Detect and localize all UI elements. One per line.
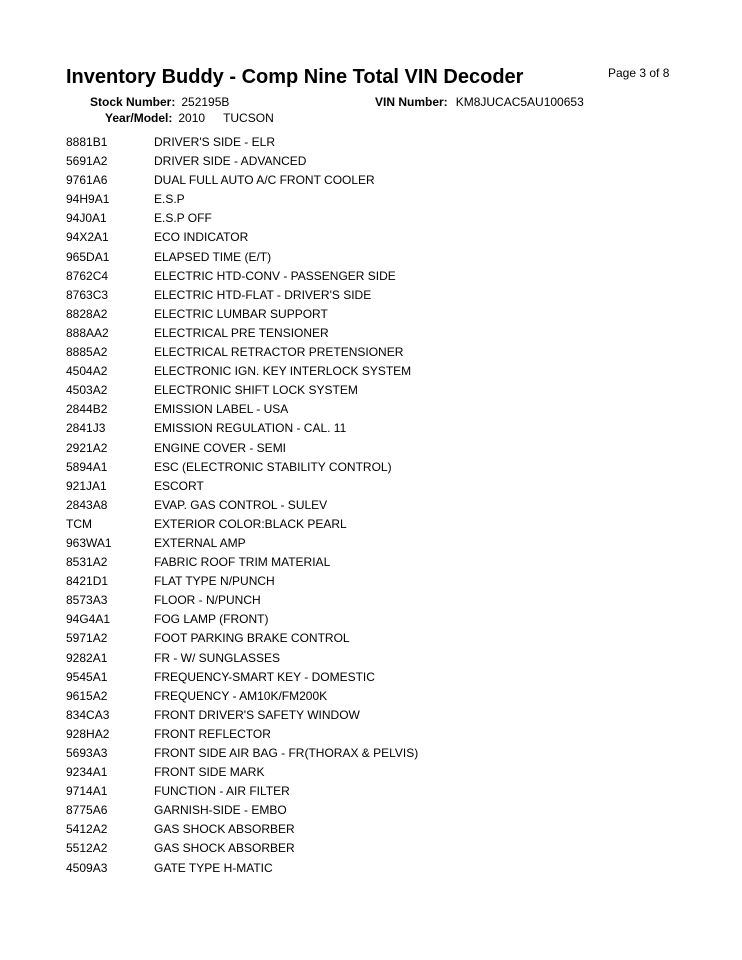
- list-item: [66, 228, 666, 247]
- list-item: [66, 782, 666, 801]
- list-item: [66, 763, 666, 782]
- option-code: 9615A2: [66, 688, 108, 703]
- option-description: E.S.P: [154, 192, 185, 207]
- year-model-label: Year/Model:: [105, 111, 173, 125]
- option-code: 5412A2: [66, 822, 108, 837]
- option-code: 8763C3: [66, 287, 109, 302]
- option-description: ELECTRONIC SHIFT LOCK SYSTEM: [154, 383, 358, 398]
- option-code: 94H9A1: [66, 192, 110, 207]
- list-item: [66, 515, 666, 534]
- option-code-list: [66, 133, 666, 878]
- option-code: 9761A6: [66, 173, 108, 188]
- list-item: [66, 629, 666, 648]
- option-code: 94G4A1: [66, 612, 111, 627]
- option-code: 2841J3: [66, 421, 106, 436]
- option-description: E.S.P OFF: [154, 211, 212, 226]
- page-title: Inventory Buddy - Comp Nine Total VIN Decoder: [66, 66, 524, 88]
- option-description: ESCORT: [154, 478, 204, 493]
- option-code: 888AA2: [66, 325, 109, 340]
- option-description: FABRIC ROOF TRIM MATERIAL: [154, 555, 331, 570]
- year-value: 2010: [178, 111, 206, 125]
- option-description: ELECTRICAL PRE TENSIONER: [154, 325, 329, 340]
- option-code: 9545A1: [66, 669, 108, 684]
- option-description: EXTERNAL AMP: [154, 535, 246, 550]
- option-code: 963WA1: [66, 535, 112, 550]
- option-code: 8828A2: [66, 306, 108, 321]
- option-description: ELECTRIC HTD-FLAT - DRIVER'S SIDE: [154, 287, 372, 302]
- option-description: EMISSION LABEL - USA: [154, 402, 289, 417]
- option-code: 2921A2: [66, 440, 108, 455]
- list-item: [66, 324, 666, 343]
- option-description: FRONT SIDE MARK: [154, 765, 265, 780]
- list-item: [66, 591, 666, 610]
- option-description: ECO INDICATOR: [154, 230, 249, 245]
- option-description: GAS SHOCK ABSORBER: [154, 841, 295, 856]
- option-code: 2844B2: [66, 402, 108, 417]
- list-item: [66, 839, 666, 858]
- stock-number: [90, 95, 229, 109]
- option-description: FRONT SIDE AIR BAG - FR(THORAX & PELVIS): [154, 746, 419, 760]
- list-item: [66, 687, 666, 706]
- option-code: TCM: [66, 516, 92, 531]
- option-code: 8881B1: [66, 135, 108, 149]
- option-description: ELECTRICAL RETRACTOR PRETENSIONER: [154, 345, 404, 360]
- option-description: ESC (ELECTRONIC STABILITY CONTROL): [154, 459, 392, 474]
- list-item: [66, 477, 666, 496]
- list-item: [66, 496, 666, 515]
- option-description: FLOOR - N/PUNCH: [154, 593, 261, 608]
- option-code: 9234A1: [66, 765, 108, 780]
- year-model: [105, 111, 274, 125]
- list-item: [66, 381, 666, 400]
- option-code: 5691A2: [66, 154, 108, 169]
- list-item: [66, 248, 666, 267]
- vin-number-value: KM8JUCAC5AU100653: [455, 95, 584, 109]
- option-code: 4504A2: [66, 364, 108, 379]
- list-item: [66, 553, 666, 572]
- option-description: ELECTRIC HTD-CONV - PASSENGER SIDE: [154, 268, 396, 283]
- list-item: [66, 152, 666, 171]
- page-number: Page 3 of 8: [608, 66, 670, 80]
- list-item: [66, 133, 666, 152]
- option-code: 965DA1: [66, 249, 110, 264]
- list-item: [66, 820, 666, 839]
- list-item: [66, 267, 666, 286]
- option-code: 5693A3: [66, 746, 108, 760]
- list-item: [66, 572, 666, 591]
- list-item: [66, 362, 666, 381]
- list-item: [66, 400, 666, 419]
- option-description: DUAL FULL AUTO A/C FRONT COOLER: [154, 173, 375, 188]
- option-description: DRIVER SIDE - ADVANCED: [154, 154, 307, 169]
- list-item: [66, 419, 666, 438]
- option-code: 8531A2: [66, 555, 108, 570]
- list-item: [66, 190, 666, 209]
- option-code: 94J0A1: [66, 211, 107, 226]
- list-item: [66, 439, 666, 458]
- list-item: [66, 610, 666, 629]
- option-description: FOG LAMP (FRONT): [154, 612, 269, 627]
- option-code: 8775A6: [66, 803, 108, 818]
- list-item: [66, 725, 666, 744]
- vin-number: [375, 95, 584, 109]
- option-description: EVAP. GAS CONTROL - SULEV: [154, 497, 328, 512]
- list-item: [66, 706, 666, 725]
- list-item: [66, 458, 666, 477]
- option-code: 8762C4: [66, 268, 109, 283]
- list-item: [66, 668, 666, 687]
- option-code: 921JA1: [66, 478, 107, 493]
- model-value: TUCSON: [223, 111, 274, 125]
- list-item: [66, 286, 666, 305]
- list-item: [66, 859, 666, 878]
- option-description: FOOT PARKING BRAKE CONTROL: [154, 631, 350, 646]
- option-code: 9714A1: [66, 784, 108, 799]
- option-description: EXTERIOR COLOR:BLACK PEARL: [154, 516, 347, 531]
- list-item: [66, 534, 666, 553]
- option-description: FR - W/ SUNGLASSES: [154, 650, 281, 665]
- option-description: DRIVER'S SIDE - ELR: [154, 135, 275, 149]
- option-description: FRONT DRIVER'S SAFETY WINDOW: [154, 707, 360, 722]
- option-description: ENGINE COVER - SEMI: [154, 440, 287, 455]
- list-item: [66, 343, 666, 362]
- option-description: FREQUENCY - AM10K/FM200K: [154, 688, 328, 703]
- option-code: 8885A2: [66, 345, 108, 360]
- option-code: 8573A3: [66, 593, 108, 608]
- option-code: 928HA2: [66, 726, 110, 741]
- option-code: 94X2A1: [66, 230, 109, 245]
- list-item: [66, 801, 666, 820]
- stock-number-label: Stock Number:: [90, 95, 176, 109]
- option-description: ELECTRIC LUMBAR SUPPORT: [154, 306, 328, 321]
- option-code: 4503A2: [66, 383, 108, 398]
- list-item: [66, 171, 666, 190]
- option-code: 834CA3: [66, 707, 110, 722]
- option-code: 4509A3: [66, 860, 108, 875]
- option-description: FREQUENCY-SMART KEY - DOMESTIC: [154, 669, 375, 684]
- list-item: [66, 649, 666, 668]
- list-item: [66, 744, 666, 763]
- option-code: 2843A8: [66, 497, 108, 512]
- list-item: [66, 209, 666, 228]
- list-item: [66, 305, 666, 324]
- option-description: GATE TYPE H-MATIC: [154, 860, 273, 875]
- option-description: ELECTRONIC IGN. KEY INTERLOCK SYSTEM: [154, 364, 412, 379]
- stock-number-value: 252195B: [181, 95, 230, 109]
- option-code: 8421D1: [66, 574, 109, 589]
- option-description: GAS SHOCK ABSORBER: [154, 822, 295, 837]
- option-description: EMISSION REGULATION - CAL. 11: [154, 421, 347, 436]
- option-description: FUNCTION - AIR FILTER: [154, 784, 290, 799]
- option-description: GARNISH-SIDE - EMBO: [154, 803, 287, 818]
- option-code: 5971A2: [66, 631, 108, 646]
- option-description: FLAT TYPE N/PUNCH: [154, 574, 275, 589]
- vin-number-label: VIN Number:: [375, 95, 448, 109]
- option-code: 9282A1: [66, 650, 108, 665]
- option-description: FRONT REFLECTOR: [154, 726, 271, 741]
- option-code: 5512A2: [66, 841, 108, 856]
- option-code: 5894A1: [66, 459, 108, 474]
- option-description: ELAPSED TIME (E/T): [154, 249, 272, 264]
